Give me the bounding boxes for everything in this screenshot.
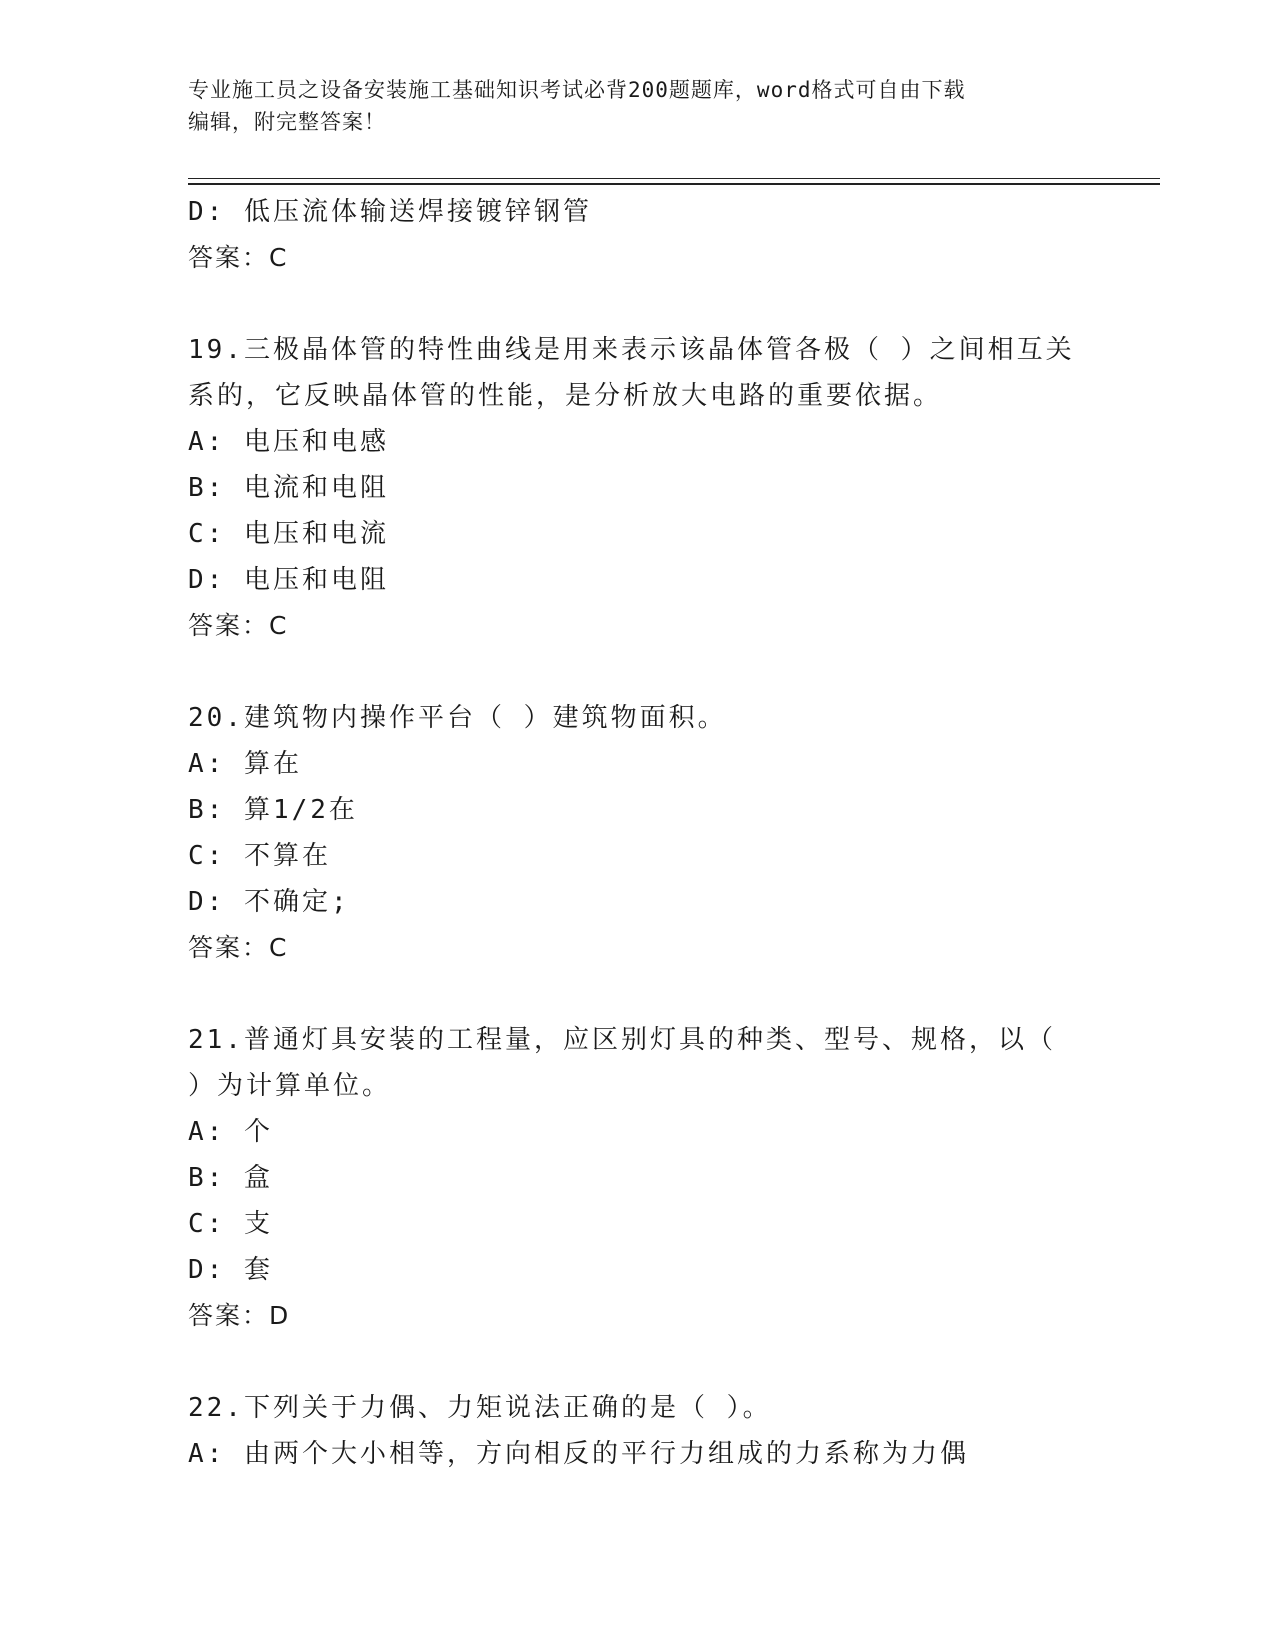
prev-option-d: D: 低压流体输送焊接镀锌钢管 — [188, 197, 592, 227]
question-20 — [188, 695, 1078, 971]
question-21 — [188, 1017, 1078, 1339]
spacer — [188, 281, 1078, 327]
answer: 答案：D — [188, 1301, 291, 1330]
header-divider-top — [188, 178, 1160, 179]
question-stem: 19.三极晶体管的特性曲线是用来表示该晶体管各极（ ）之间相互关 — [188, 335, 1075, 365]
question-22 — [188, 1385, 1078, 1477]
option-c: C: 电压和电流 — [188, 519, 389, 549]
question-stem: 21.普通灯具安装的工程量，应区别灯具的种类、型号、规格，以（ — [188, 1025, 1056, 1055]
spacer — [188, 1339, 1078, 1385]
header-line-2: 编辑，附完整答案！ — [188, 110, 386, 134]
option-a: A: 算在 — [188, 749, 302, 779]
question-19 — [188, 327, 1078, 649]
header-divider-bottom — [188, 183, 1160, 185]
option-d: D: 不确定; — [188, 887, 350, 917]
answer: 答案：C — [188, 611, 289, 640]
option-a: A: 个 — [188, 1117, 273, 1147]
option-b: B: 盒 — [188, 1163, 273, 1193]
spacer — [188, 649, 1078, 695]
document-header — [188, 74, 1088, 138]
option-d: D: 套 — [188, 1255, 273, 1285]
option-d: D: 电压和电阻 — [188, 565, 389, 595]
option-c: C: 支 — [188, 1209, 273, 1239]
option-a: A: 由两个大小相等，方向相反的平行力组成的力系称为力偶 — [188, 1439, 969, 1469]
option-a: A: 电压和电感 — [188, 427, 389, 457]
question-content — [188, 189, 1078, 1477]
option-c: C: 不算在 — [188, 841, 331, 871]
question-stem: 22.下列关于力偶、力矩说法正确的是（ ）。 — [188, 1393, 772, 1423]
option-b: B: 电流和电阻 — [188, 473, 389, 503]
answer: 答案：C — [188, 933, 289, 962]
question-stem-cont: ）为计算单位。 — [188, 1071, 392, 1101]
header-line-1: 专业施工员之设备安装施工基础知识考试必背200题题库，word格式可自由下载 — [188, 78, 966, 102]
question-stem-cont: 系的，它反映晶体管的性能，是分析放大电路的重要依据。 — [188, 381, 943, 411]
question-stem: 20.建筑物内操作平台（ ）建筑物面积。 — [188, 703, 727, 733]
prev-answer: 答案：C — [188, 243, 289, 272]
spacer — [188, 971, 1078, 1017]
option-b: B: 算1/2在 — [188, 795, 358, 825]
